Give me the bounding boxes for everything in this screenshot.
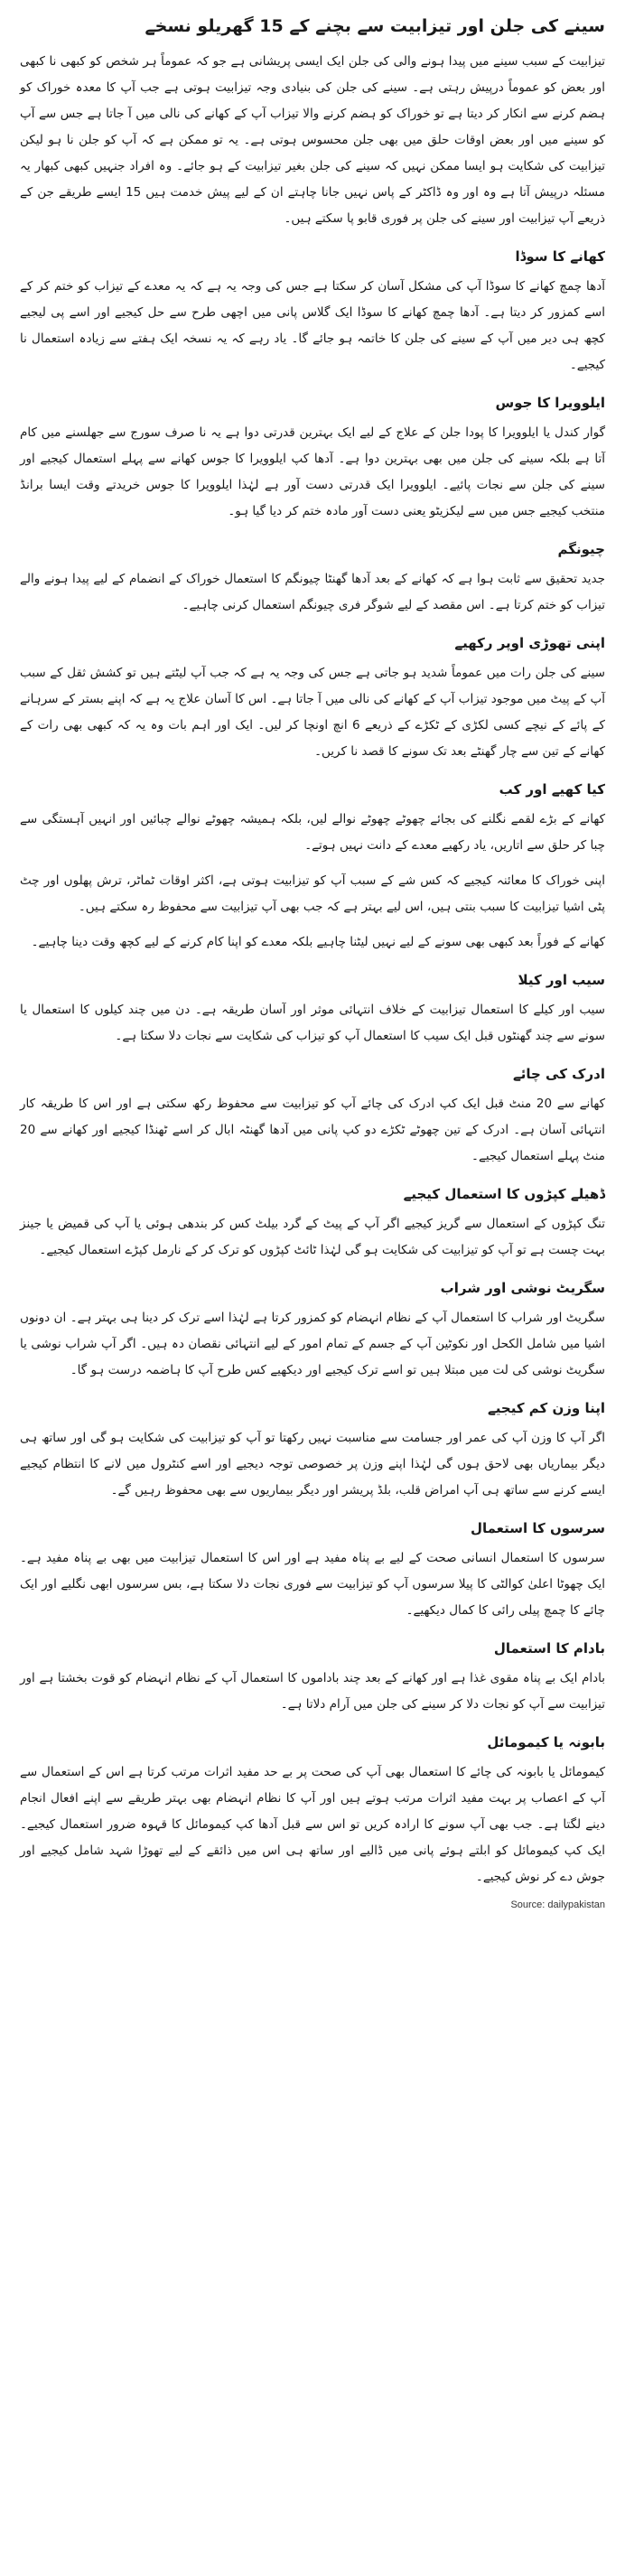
article-section [20,1396,605,1504]
section-heading: ایلوویرا کا جوس [495,395,605,411]
section-paragraph: اپنی خوراک کا معائنہ کیجیے کہ کس شے کے سبب آپ کو تیزابیت ہوتی ہے، اکثر اوقات ٹماٹر، ترش پھلوں اور چٹ پٹی اشیا تیزابیت کا سبب بنتی ہیں، اس لیے بہتر ہے کہ جب بھی آپ تیزابیت سے محفوظ رہ سکتے ہیں۔ [20,873,605,914]
section-heading: کھانے کا سوڈا [515,248,605,265]
section-heading: ڈھیلے کپڑوں کا استعمال کیجیے [403,1186,605,1202]
article-sections [20,245,605,1890]
section-paragraph: تنگ کپڑوں کے استعمال سے گریز کیجیے اگر آپ کے پیٹ کے گرد بیلٹ کس کر بندھی ہوئی یا آپ کی قمیض یا جینز بہت چست ہے تو آپ کو تیزابیت کی شکایت ہو گی لہٰذا ٹائٹ کپڑوں کو ترک کر کے نارمل کپڑے استعمال کیجیے۔ [20,1217,605,1257]
article-section [20,1062,605,1170]
source-credit: Source: dailypakistan [510,1899,605,1910]
section-paragraph: گوار کندل یا ایلوویرا کا پودا جلن کے علاج کے لیے ایک بہترین قدرتی دوا ہے یہ نا صرف سورج سے جھلسنے میں کام آتا ہے بلکہ سینے کی جلن میں بھی بہترین دوا ہے۔ آدھا کپ ایلوویرا کا جوس کھانے سے پہلے استعمال کیجیے اور سینے کی جلن سے نجات پائیے۔ ایلوویرا ایک قدرتی دست آور ہے لہٰذا ایلوویرا کا جوس خریدتے وقت ایسا برانڈ منتخب کیجیے جس میں سے لیکزیٹو یعنی دست آور مادہ ختم کر دیا گیا ہو۔ [20,425,605,518]
section-heading: سرسوں کا استعمال [470,1520,605,1536]
article-section [20,1276,605,1384]
section-heading: چیونگم [557,541,605,557]
article-section [20,968,605,1050]
section-heading: سیب اور کیلا [518,972,605,988]
section-heading: اپنا وزن کم کیجیے [487,1400,605,1416]
article-section [20,1517,605,1624]
section-paragraph: کھانے کے فوراً بعد کبھی بھی سونے کے لیے نہیں لیٹنا چاہیے بلکہ معدے کو اپنا کام کرنے کے لیے کچھ وقت دینا چاہیے۔ [31,935,605,949]
section-paragraph: کھانے سے 20 منٹ قبل ایک کپ ادرک کی چائے آپ کو تیزابیت سے محفوظ رکھ سکتی ہے اور اس کا طریقہ کار انتہائی آسان ہے۔ ادرک کے تین چھوٹے ٹکڑے دو کپ پانی میں آدھا گھنٹہ ابال کر اسے ٹھنڈا کیجیے اور کھانے سے 20 منٹ پہلے استعمال کیجیے۔ [20,1097,605,1163]
section-heading: ادرک کی چائے [512,1066,605,1082]
section-paragraph: آدھا چمچ کھانے کا سوڈا آپ کی مشکل آسان کر سکتا ہے جس کی وجہ یہ ہے کہ یہ معدے کے تیزاب کو ختم کر کے اسے کمزور کر دیتا ہے۔ آدھا چمچ کھانے کا سوڈا ایک گلاس پانی میں اچھی طرح سے حل کیجیے اور اسے پی لیجیے کچھ ہی دیر میں آپ کے سینے کی جلن کا خاتمہ ہو جائے گا۔ یاد رہے کہ یہ نسخہ ایک ہفتے سے زیادہ استعمال نا کیجیے۔ [20,279,605,372]
article-section [20,245,605,378]
section-paragraph: سیب اور کیلے کا استعمال تیزابیت کے خلاف انتہائی موثر اور آسان طریقہ ہے۔ دن میں چند کیلوں کا استعمال یا سونے سے چند گھنٹوں قبل ایک سیب کا استعمال آپ کو تیزاب کی شکایت سے نجات دلا سکتا ہے۔ [20,1003,605,1043]
article-section [20,778,605,956]
section-paragraph: اگر آپ کا وزن آپ کی عمر اور جسامت سے مناسبت نہیں رکھتا تو آپ کو تیزابیت کی شکایت ہو گی اور ساتھ ہی دیگر بیماریاں بھی لاحق ہوں گی لہٰذا اپنے وزن پر خصوصی توجہ دیجیے اور اسے کنٹرول میں لانے کا انتظام کیجیے ایسے کرنے سے ساتھ ہی آپ امراض قلب، بلڈ پریشر اور دیگر بیماریوں سے بھی محفوظ رہیں گے۔ [20,1431,605,1498]
article-section [20,391,605,525]
intro-paragraph: تیزابیت کے سبب سینے میں پیدا ہونے والی کی جلن ایک ایسی پریشانی ہے جو کہ عموماً ہر شخص کو کبھی نا کبھی اور بعض کو عموماً درپیش رہتی ہے۔ سینے کی جلن کی بنیادی وجہ تیزابیت ہوتی ہے جب آپ کا معدہ خوراک کو ہضم کرنے سے انکار کر دیتا ہے تو خوراک کو ہضم کرنے والا تیزاب آپ کے کھانے کی نالی میں آ جاتا ہے جس سے آپ کو سینے میں اور بعض اوقات حلق میں بھی جلن محسوس ہوتی ہے۔ یہ تو ممکن ہے کہ آپ کو جلن نا ہو لیکن تیزابیت کی شکایت ہو ایسا ممکن نہیں کہ سینے کی جلن بغیر تیزابیت کے ہو جائے۔ وہ افراد جنہیں کبھی کبھار یہ مسئلہ درپیش آتا ہے وہ اور وہ ڈاکٹر کے پاس نہیں جانا چاہتے ان کے لیے پیش خدمت ہیں 15 ایسے طریقے جن کے ذریعے آپ تیزابیت اور سینے کی جلن پر فوری قابو پا سکتے ہیں۔ [20,54,605,226]
section-paragraph: کیمومائل یا بابونہ کی چائے کا استعمال بھی آپ کی صحت پر بے حد مفید اثرات مرتب کرتا ہے اس کے استعمال سے آپ کے اعصاب پر بہت مفید اثرات مرتب ہوتے ہیں اور آپ کا نظام انہضام بھی بہتر طریقے سے اپنے افعال انجام دینے لگتا ہے۔ جب بھی آپ سونے کا ارادہ کریں تو اس سے قبل آدھا کپ کیمومائل کا قہوہ ضرور استعمال کیجیے۔ ایک کپ کیمومائل کو ابلتے ہوئے پانی میں ڈالیے اور ساتھ ہی اس میں ذائقے کے لیے تھوڑا شہد شامل کیجیے اور جوش دے کر نوش کیجیے۔ [20,1765,605,1884]
section-paragraph: سگریٹ اور شراب کا استعمال آپ کے نظام انہضام کو کمزور کرتا ہے لہٰذا اسے ترک کر دینا ہی بہتر ہے۔ ان دونوں اشیا میں شامل الکحل اور نکوٹین آپ کے جسم کے تمام امور کے لیے انتہائی نقصان دہ ہیں۔ اگر آپ شراب نوشی یا سگریٹ نوشی کی لت میں مبتلا ہیں تو اسے ترک کیجیے اور دیکھیے کس طرح آپ کا ہاضمہ درست ہو گا۔ [20,1311,605,1377]
article-section [20,1182,605,1264]
article-section [20,1731,605,1890]
article-section [20,631,605,765]
article-section [20,537,605,619]
section-paragraph: سرسوں کا استعمال انسانی صحت کے لیے بے پناہ مفید ہے اور اس کا استعمال تیزابیت میں بھی بے پناہ مفید ہے۔ ایک چھوٹا اعلیٰ کوالٹی کا پیلا سرسوں آپ کو تیزابیت سے فوری نجات دلا سکتا ہے، بس سرسوں ابھی نگلیے اور ایک چائے کا چمچ پیلی رائی کا کمال دیکھیے۔ [20,1551,605,1618]
article-intro [20,49,605,232]
article-section [20,1637,605,1718]
section-paragraph: سینے کی جلن رات میں عموماً شدید ہو جاتی ہے جس کی وجہ یہ ہے کہ جب آپ لیٹتے ہیں تو کشش ثقل کے سبب آپ کے پیٹ میں موجود تیزاب آپ کے کھانے کی نالی میں آ جاتا ہے۔ اس کا آسان علاج یہ ہے کہ اپنے بستر کے سرہانے کے پائے کے نیچے کسی لکڑی کے ٹکڑے کے ذریعے 6 انچ اونچا کر لیں۔ ایک اور اہم بات وہ یہ کہ کبھی بھی رات کے کھانے کے تین سے چار گھنٹے بعد تک سونے کا قصد نا کریں۔ [20,666,605,759]
section-heading: بابونہ یا کیمومائل [487,1734,605,1750]
section-heading: بادام کا استعمال [493,1640,605,1657]
section-paragraph: بادام ایک بے پناہ مقوی غذا ہے اور کھانے کے بعد چند باداموں کا استعمال آپ کے نظام انہضام کو قوت بخشتا ہے اور تیزابیت سے آپ کو نجات دلا کر سینے کی جلن میں آرام دلاتا ہے۔ [20,1671,605,1712]
section-paragraph: جدید تحقیق سے ثابت ہوا ہے کہ کھانے کے بعد آدھا گھنٹا چیونگم کا استعمال خوراک کے انضمام کے لیے پیدا ہونے والے تیزاب کو ختم کرتا ہے۔ اس مقصد کے لیے شوگر فری چیونگم استعمال کرنی چاہیے۔ [20,572,605,612]
section-heading: سگریٹ نوشی اور شراب [440,1280,605,1296]
article-title: سینے کی جلن اور تیزابیت سے بچنے کے 15 گھریلو نسخے [145,16,605,36]
section-paragraph: کھانے کے بڑے لقمے نگلنے کی بجائے چھوٹے چھوٹے نوالے لیں، بلکہ ہمیشہ چھوٹے نوالے چبائیں اور انہیں آہستگی سے چبا کر حلق سے اتاریں، یاد رکھیے معدے کے دانت نہیں ہوتے۔ [20,812,605,853]
section-heading: کیا کھیے اور کب [499,781,605,798]
section-heading: اپنی تھوڑی اوپر رکھیے [454,635,605,651]
